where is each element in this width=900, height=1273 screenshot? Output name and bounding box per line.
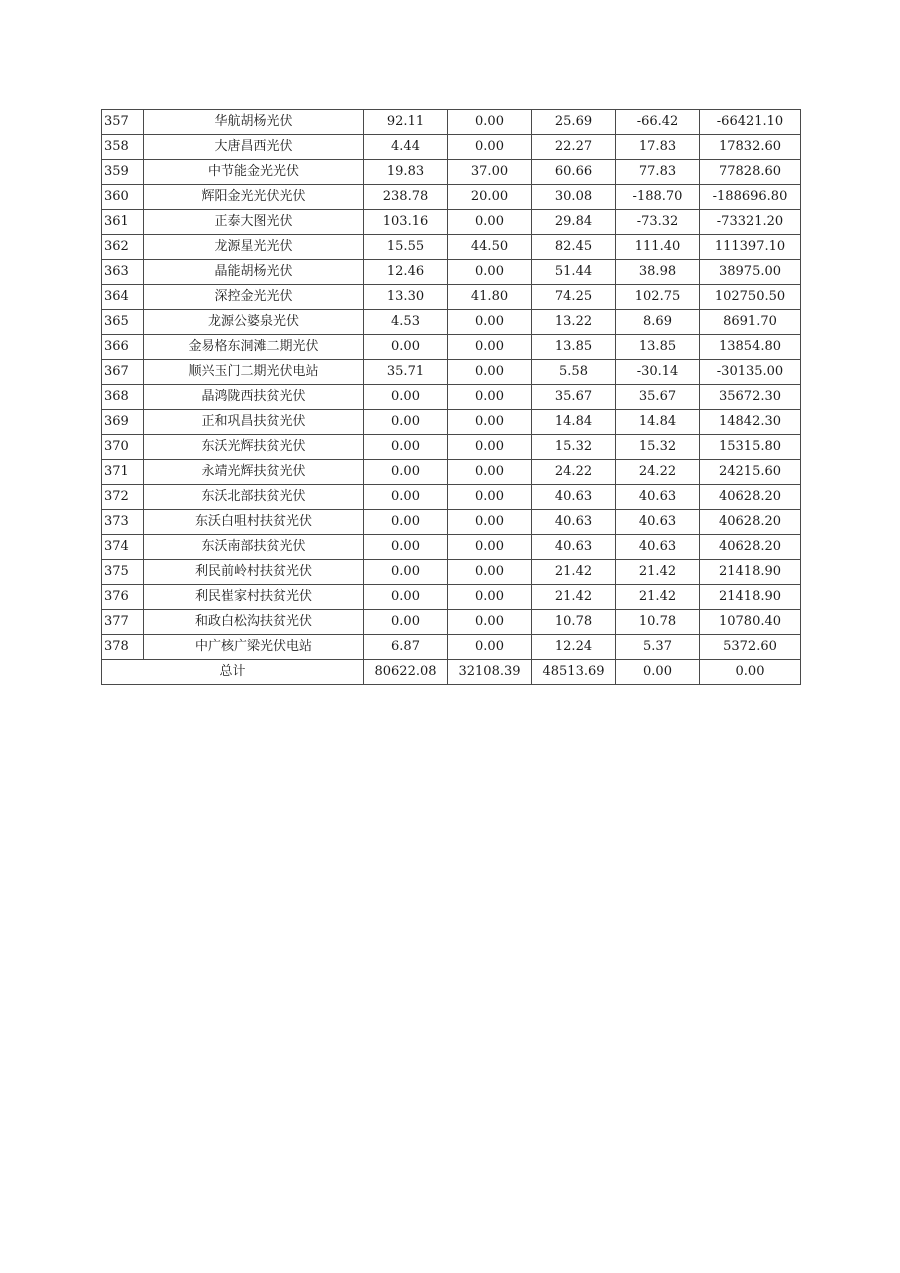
value-cell: 13.85 [532,335,616,360]
value-cell: 0.00 [364,610,448,635]
value-cell: 21.42 [532,585,616,610]
value-cell: -66.42 [616,110,700,135]
station-name: 晶能胡杨光伏 [144,260,364,285]
value-cell: 44.50 [448,235,532,260]
value-cell: 0.00 [448,610,532,635]
table-row [102,435,801,460]
total-value-cell: 32108.39 [448,660,532,685]
value-cell: 111.40 [616,235,700,260]
value-cell: 13.30 [364,285,448,310]
total-value-cell: 48513.69 [532,660,616,685]
value-cell: 40628.20 [700,535,801,560]
value-cell: 4.44 [364,135,448,160]
value-cell: 0.00 [448,435,532,460]
station-name: 晶鸿陇西扶贫光伏 [144,385,364,410]
total-value-cell: 0.00 [700,660,801,685]
value-cell: 0.00 [364,510,448,535]
row-id: 368 [102,385,144,410]
table-row [102,260,801,285]
value-cell: 40.63 [532,485,616,510]
value-cell: 15.32 [616,435,700,460]
value-cell: 0.00 [448,535,532,560]
value-cell: 37.00 [448,160,532,185]
value-cell: 10.78 [616,610,700,635]
value-cell: 40.63 [616,535,700,560]
value-cell: 102750.50 [700,285,801,310]
station-name: 龙源星光光伏 [144,235,364,260]
value-cell: 74.25 [532,285,616,310]
value-cell: 0.00 [364,485,448,510]
value-cell: 6.87 [364,635,448,660]
table-row [102,310,801,335]
table-row [102,485,801,510]
value-cell: 17.83 [616,135,700,160]
station-name: 利民崔家村扶贫光伏 [144,585,364,610]
value-cell: 25.69 [532,110,616,135]
table-row [102,610,801,635]
station-name: 正和巩昌扶贫光伏 [144,410,364,435]
row-id: 364 [102,285,144,310]
row-id: 357 [102,110,144,135]
value-cell: 0.00 [364,410,448,435]
station-name: 利民前岭村扶贫光伏 [144,560,364,585]
value-cell: 13.85 [616,335,700,360]
value-cell: 0.00 [448,460,532,485]
station-name: 华航胡杨光伏 [144,110,364,135]
value-cell: 21.42 [532,560,616,585]
value-cell: 15315.80 [700,435,801,460]
station-name: 东沃北部扶贫光伏 [144,485,364,510]
value-cell: 21.42 [616,585,700,610]
value-cell: 40628.20 [700,485,801,510]
value-cell: 77.83 [616,160,700,185]
value-cell: 0.00 [448,385,532,410]
row-id: 378 [102,635,144,660]
table-row [102,335,801,360]
station-name: 东沃白咀村扶贫光伏 [144,510,364,535]
value-cell: 38975.00 [700,260,801,285]
station-name: 中广核广梁光伏电站 [144,635,364,660]
value-cell: 24.22 [532,460,616,485]
value-cell: 13854.80 [700,335,801,360]
row-id: 366 [102,335,144,360]
value-cell: 14842.30 [700,410,801,435]
value-cell: 24.22 [616,460,700,485]
row-id: 376 [102,585,144,610]
value-cell: 29.84 [532,210,616,235]
value-cell: 21418.90 [700,560,801,585]
value-cell: 0.00 [364,460,448,485]
value-cell: 102.75 [616,285,700,310]
value-cell: 17832.60 [700,135,801,160]
settlement-table [101,109,801,685]
row-id: 375 [102,560,144,585]
value-cell: 38.98 [616,260,700,285]
table-row [102,210,801,235]
value-cell: 0.00 [364,585,448,610]
value-cell: 0.00 [364,335,448,360]
value-cell: 35672.30 [700,385,801,410]
station-name: 和政白松沟扶贫光伏 [144,610,364,635]
value-cell: 77828.60 [700,160,801,185]
table-row [102,185,801,210]
value-cell: 0.00 [448,485,532,510]
value-cell: 8691.70 [700,310,801,335]
table-row [102,360,801,385]
row-id: 369 [102,410,144,435]
station-name: 辉阳金光光伏光伏 [144,185,364,210]
value-cell: 14.84 [532,410,616,435]
row-id: 360 [102,185,144,210]
value-cell: 40.63 [616,510,700,535]
station-name: 龙源公婆泉光伏 [144,310,364,335]
row-id: 362 [102,235,144,260]
row-id: 359 [102,160,144,185]
value-cell: 0.00 [448,110,532,135]
value-cell: 0.00 [364,535,448,560]
row-id: 372 [102,485,144,510]
value-cell: 0.00 [364,385,448,410]
value-cell: 0.00 [448,210,532,235]
row-id: 370 [102,435,144,460]
value-cell: 21418.90 [700,585,801,610]
station-name: 中节能金光光伏 [144,160,364,185]
value-cell: -188.70 [616,185,700,210]
value-cell: 5372.60 [700,635,801,660]
value-cell: 0.00 [364,560,448,585]
station-name: 深控金光光伏 [144,285,364,310]
value-cell: 41.80 [448,285,532,310]
total-value-cell: 80622.08 [364,660,448,685]
value-cell: 35.67 [616,385,700,410]
value-cell: 0.00 [448,585,532,610]
table-row [102,410,801,435]
row-id: 361 [102,210,144,235]
table-row [102,585,801,610]
value-cell: 0.00 [448,260,532,285]
value-cell: 0.00 [448,335,532,360]
value-cell: 14.84 [616,410,700,435]
row-id: 374 [102,535,144,560]
table-row [102,535,801,560]
value-cell: 5.37 [616,635,700,660]
value-cell: 103.16 [364,210,448,235]
value-cell: 15.55 [364,235,448,260]
value-cell: 35.71 [364,360,448,385]
value-cell: 35.67 [532,385,616,410]
value-cell: 0.00 [364,435,448,460]
value-cell: 15.32 [532,435,616,460]
table-row [102,510,801,535]
value-cell: 22.27 [532,135,616,160]
value-cell: 12.24 [532,635,616,660]
value-cell: 30.08 [532,185,616,210]
station-name: 东沃光辉扶贫光伏 [144,435,364,460]
total-value-cell: 0.00 [616,660,700,685]
value-cell: -66421.10 [700,110,801,135]
table-row [102,235,801,260]
table-row [102,285,801,310]
value-cell: 0.00 [448,410,532,435]
value-cell: 21.42 [616,560,700,585]
value-cell: 238.78 [364,185,448,210]
value-cell: 40.63 [532,535,616,560]
value-cell: -30.14 [616,360,700,385]
row-id: 371 [102,460,144,485]
station-name: 东沃南部扶贫光伏 [144,535,364,560]
value-cell: 0.00 [448,360,532,385]
row-id: 373 [102,510,144,535]
row-id: 363 [102,260,144,285]
table-row [102,560,801,585]
row-id: 377 [102,610,144,635]
row-id: 358 [102,135,144,160]
station-name: 顺兴玉门二期光伏电站 [144,360,364,385]
value-cell: 8.69 [616,310,700,335]
value-cell: 13.22 [532,310,616,335]
table-row [102,460,801,485]
value-cell: 12.46 [364,260,448,285]
value-cell: 0.00 [448,635,532,660]
station-name: 永靖光辉扶贫光伏 [144,460,364,485]
table-row [102,135,801,160]
value-cell: -30135.00 [700,360,801,385]
value-cell: 0.00 [448,310,532,335]
value-cell: -188696.80 [700,185,801,210]
value-cell: 92.11 [364,110,448,135]
value-cell: 40.63 [532,510,616,535]
value-cell: 19.83 [364,160,448,185]
value-cell: 40.63 [616,485,700,510]
row-id: 365 [102,310,144,335]
table-row [102,635,801,660]
total-label: 总计 [102,660,364,685]
value-cell: 111397.10 [700,235,801,260]
value-cell: 20.00 [448,185,532,210]
station-name: 正泰大图光伏 [144,210,364,235]
value-cell: 0.00 [448,560,532,585]
table-row [102,110,801,135]
value-cell: 10780.40 [700,610,801,635]
value-cell: -73.32 [616,210,700,235]
value-cell: -73321.20 [700,210,801,235]
station-name: 金易格东洞滩二期光伏 [144,335,364,360]
value-cell: 0.00 [448,135,532,160]
value-cell: 51.44 [532,260,616,285]
row-id: 367 [102,360,144,385]
table-row [102,160,801,185]
station-name: 大唐昌西光伏 [144,135,364,160]
table-body [102,110,801,685]
table-row [102,385,801,410]
value-cell: 4.53 [364,310,448,335]
value-cell: 82.45 [532,235,616,260]
value-cell: 0.00 [448,510,532,535]
total-row [102,660,801,685]
value-cell: 10.78 [532,610,616,635]
value-cell: 24215.60 [700,460,801,485]
value-cell: 5.58 [532,360,616,385]
value-cell: 40628.20 [700,510,801,535]
value-cell: 60.66 [532,160,616,185]
